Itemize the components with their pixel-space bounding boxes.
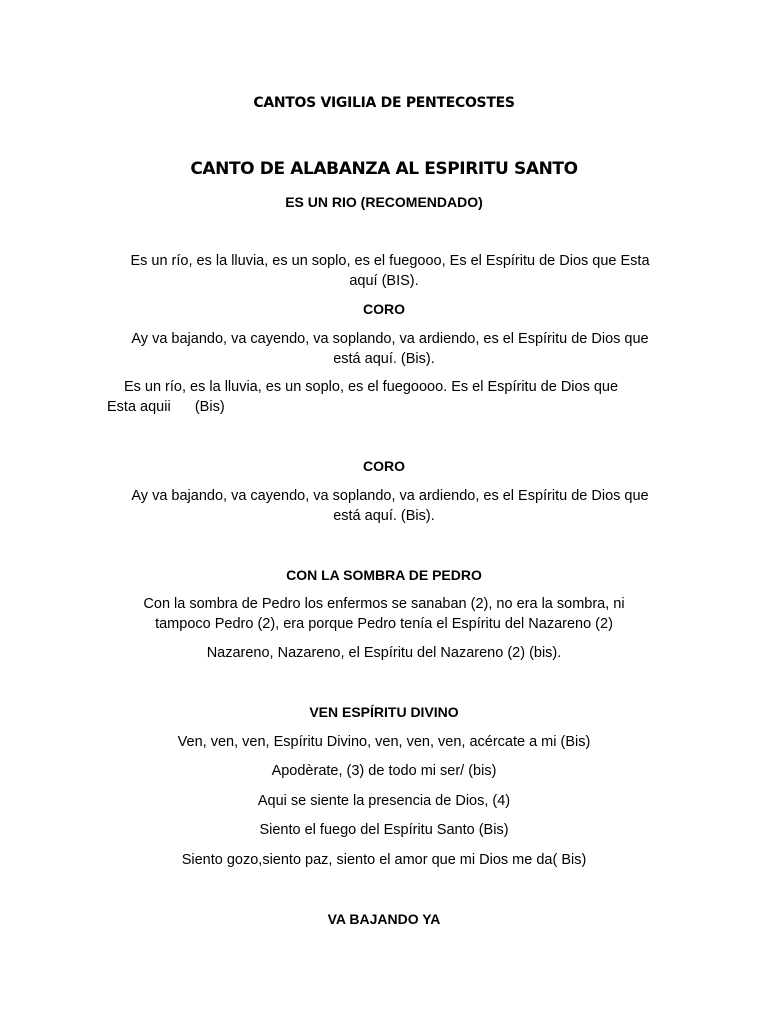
song1-coro1-line1: Ay va bajando, va cayendo, va soplando, va ardiendo, es el Espíritu de Dios que xyxy=(131,331,649,347)
song1-coro1-label: CORO xyxy=(363,301,405,317)
song1-verse1-line1: Es un río, es la lluvia, es un soplo, es el fuegooo, Es el Espíritu de Dios que Esta xyxy=(130,253,650,269)
song4-title: VA BAJANDO YA xyxy=(327,911,441,927)
song1-verse1-line2: aquí (BIS). xyxy=(349,273,419,289)
song1-title: ES UN RIO (RECOMENDADO) xyxy=(285,194,483,210)
song2-title: CON LA SOMBRA DE PEDRO xyxy=(286,567,482,583)
song1-coro1-line2: está aquí. (Bis). xyxy=(333,351,435,367)
song3-line5: Siento gozo,siento paz, siento el amor que mi Dios me da( Bis) xyxy=(181,852,587,868)
song3-line1: Ven, ven, ven, Espíritu Divino, ven, ven, ven, acércate a mi (Bis) xyxy=(177,734,591,750)
song3-line3: Aqui se siente la presencia de Dios, (4) xyxy=(257,793,511,809)
song1-coro2-label: CORO xyxy=(363,458,405,474)
song2-line2: tampoco Pedro (2), era porque Pedro tenía el Espíritu del Nazareno (2) xyxy=(155,616,613,632)
song2-line1: Con la sombra de Pedro los enfermos se sanaban (2), no era la sombra, ni xyxy=(143,596,625,612)
song3-line2: Apodèrate, (3) de todo mi ser/ (bis) xyxy=(271,763,497,779)
song3-title: VEN ESPÍRITU DIVINO xyxy=(309,704,459,720)
song1-coro2-line1: Ay va bajando, va cayendo, va soplando, va ardiendo, es el Espíritu de Dios que xyxy=(131,488,649,504)
song1-verse2-line1: Es un río, es la lluvia, es un soplo, es el fuegoooo. Es el Espíritu de Dios que xyxy=(123,379,619,395)
song2-line3: Nazareno, Nazareno, el Espíritu del Nazareno (2) (bis). xyxy=(206,645,562,661)
song1-verse2-line2: Esta aquii (Bis) xyxy=(107,399,225,415)
header-title: CANTOS VIGILIA DE PENTECOSTES xyxy=(253,95,515,111)
song1-coro2-line2: está aquí. (Bis). xyxy=(333,508,435,524)
song3-line4: Siento el fuego del Espíritu Santo (Bis) xyxy=(259,822,509,838)
main-title: CANTO DE ALABANZA AL ESPIRITU SANTO xyxy=(190,159,578,179)
